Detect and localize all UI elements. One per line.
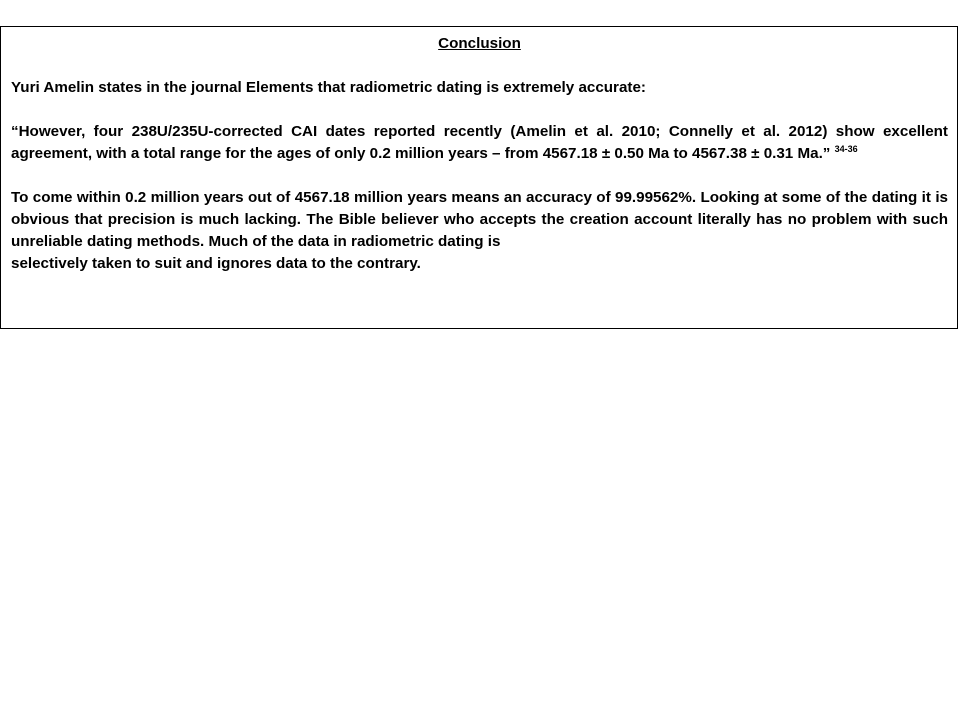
spacer: [11, 55, 948, 77]
reference-superscript: 34-36: [834, 143, 858, 154]
intro-paragraph: Yuri Amelin states in the journal Elements that radiometric dating is extremely accurate:: [11, 79, 646, 96]
quote-paragraph: [11, 121, 948, 165]
spacer: [11, 165, 948, 187]
spacer: [11, 99, 948, 121]
analysis-paragraph-continued: selectively taken to suit and ignores data to the contrary.: [11, 255, 421, 272]
heading-conclusion: Conclusion: [438, 35, 521, 52]
conclusion-text-box: [0, 26, 958, 329]
quote-text: “However, four 238U/235U-corrected CAI dates reported recently (Amelin et al. 2010; Connelly et al. 2012) show excellent agreement, with a total range for the ages of only 0.2 million years – from 4567.18 ± 0.50 Ma to 4567.38 ± 0.31 Ma.”: [11, 123, 948, 162]
analysis-paragraph: To come within 0.2 million years out of 4567.18 million years means an accuracy of 99.99562%. Looking at some of the dating it is obvious that precision is much lacking. The Bible believer who accepts the creation account literally has no problem with such unreliable dating methods. Much of the data in radiometric dating is: [11, 189, 948, 250]
